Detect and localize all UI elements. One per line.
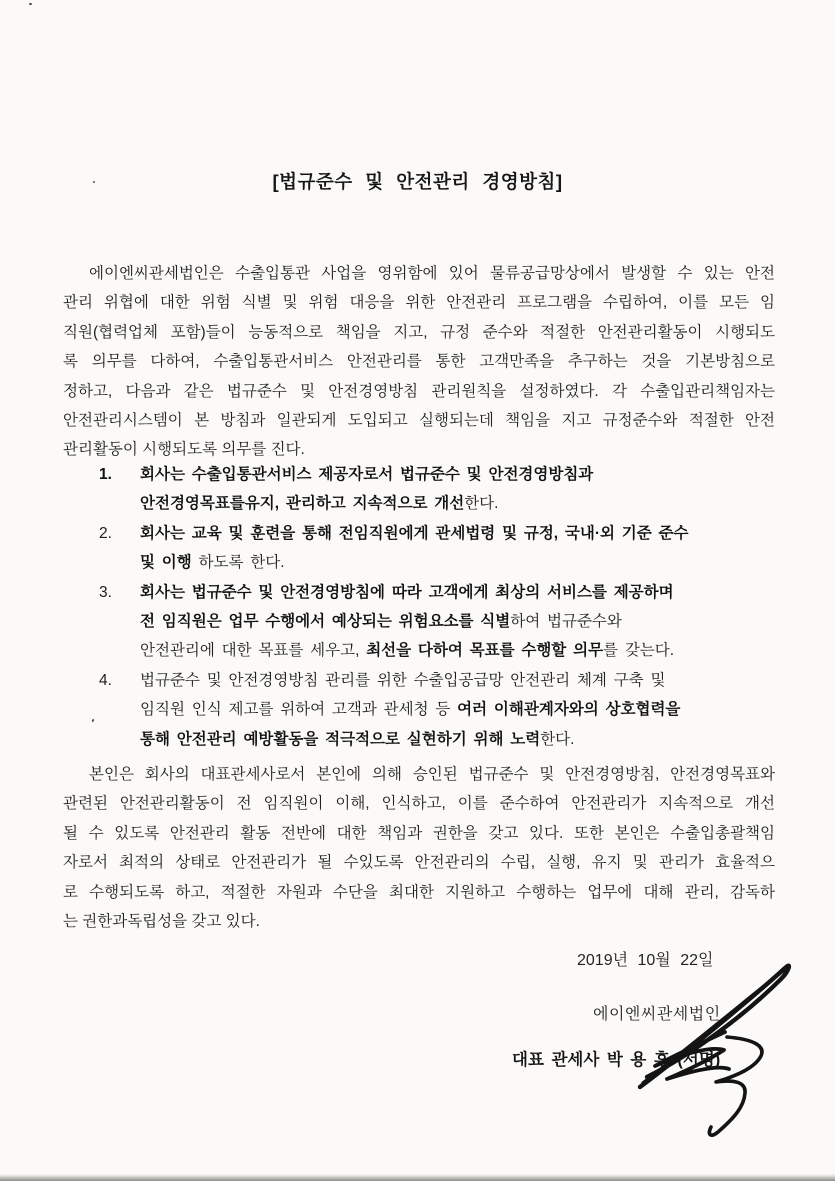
text-line: 될 수 있도록 안전관리 활동 전반에 대한 책임과 권한을 갖고 있다. 또한 본인은 수출입총괄책임 xyxy=(63,824,775,842)
text-line: 전 임직원은 업무 수행에서 예상되는 위험요소를 식별하여 법규준수와 xyxy=(140,613,622,631)
signature-scribble xyxy=(595,945,805,1150)
list-item xyxy=(99,519,775,578)
text-line: 회사는 수출입통관서비스 제공자로서 법규준수 및 안전경영방침과 xyxy=(140,466,594,483)
item-number: 3. xyxy=(99,583,112,601)
document-title: [법규준수 및 안전관리 경영방침] xyxy=(272,171,563,192)
text-line: 관리 위협에 대한 위험 식별 및 위험 대응을 위한 안전관리 프로그램을 수립하여, 이를 모든 임 xyxy=(63,294,775,312)
scan-artifact xyxy=(91,719,94,723)
text-line: 임직원 인식 제고를 위하여 고객과 관세청 등 여러 이해관계자와의 상호협력을 xyxy=(140,701,681,719)
item-number: 2. xyxy=(99,524,112,542)
scan-artifact xyxy=(93,181,95,183)
text-line: 정하고, 다음과 같은 법규준수 및 안전경영방침 관리원칙을 설정하였다. 각 수출입관리책임자는 xyxy=(63,382,775,400)
text-line: 안전관리시스템이 본 방침과 일관되게 도입되고 실행되는데 책임을 지고 규정준수와 적절한 안전 xyxy=(63,412,775,430)
declaration-paragraph xyxy=(63,760,775,936)
text-line: 는 권한과독립성을 갖고 있다. xyxy=(63,913,260,931)
text-line: 및 이행 하도록 한다. xyxy=(140,554,285,572)
signer-line: 대표 관세사 박 용 후 (서명) xyxy=(512,1051,721,1069)
list-item xyxy=(99,578,775,666)
text-line: 직원(협력업체 포함)들이 능동적으로 책임을 지고, 규정 준수와 적절한 안전관리활동이 시행되도 xyxy=(63,323,775,341)
text-line: 자로서 최적의 상태로 안전관리가 될 수있도록 안전관리의 수립, 실행, 유지 및 관리가 효율적으 xyxy=(63,854,775,872)
intro-paragraph xyxy=(63,259,775,465)
policy-principles-list xyxy=(99,460,775,754)
text-line: 통해 안전관리 예방활동을 적극적으로 실현하기 위해 노력한다. xyxy=(140,730,575,748)
text-line: 안전관리에 대한 목표를 세우고, 최선을 다하여 목표를 수행할 의무를 갖는다. xyxy=(140,642,675,660)
text-line: 회사는 법규준수 및 안전경영방침에 따라 고객에게 최상의 서비스를 제공하며 xyxy=(140,583,674,601)
scan-artifact xyxy=(29,3,32,5)
scan-bottom-edge xyxy=(0,1174,835,1181)
text-line: 로 수행되도록 하고, 적절한 자원과 수단을 최대한 지원하고 수행하는 업무에 대해 관리, 감독하 xyxy=(63,883,775,901)
text-line: 관리활동이 시행되도록 의무를 진다. xyxy=(63,441,305,459)
text-line: 관련된 안전관리활동이 전 임직원이 이해, 인식하고, 이를 준수하여 안전관리가 지속적으로 개선 xyxy=(63,795,775,813)
text-line: 록 의무를 다하여, 수출입통관서비스 안전관리를 통한 고객만족을 추구하는 것을 기본방침으로 xyxy=(63,353,775,371)
list-item xyxy=(99,666,775,754)
text-line: 본인은 회사의 대표관세사로서 본인에 의해 승인된 법규준수 및 안전경영방침, 안전경영목표와 xyxy=(89,766,775,783)
list-item xyxy=(99,460,775,519)
item-number: 4. xyxy=(99,671,112,689)
date-line: 2019년 10월 22일 xyxy=(577,952,714,969)
text-line: 법규준수 및 안전경영방침 관리를 위한 수출입공급망 안전관리 체계 구축 및 xyxy=(140,671,666,689)
text-line: 회사는 교육 및 훈련을 통해 전임직원에게 관세법령 및 규정, 국내·외 기준 준수 xyxy=(140,524,689,542)
item-number: 1. xyxy=(99,466,112,483)
text-line: 에이엔씨관세법인은 수출입통관 사업을 영위함에 있어 물류공급망상에서 발생할 수 있는 안전 xyxy=(89,265,775,282)
text-line: 안전경영목표를유지, 관리하고 지속적으로 개선한다. xyxy=(140,495,499,513)
company-name: 에이엔씨관세법인 xyxy=(593,1006,721,1023)
